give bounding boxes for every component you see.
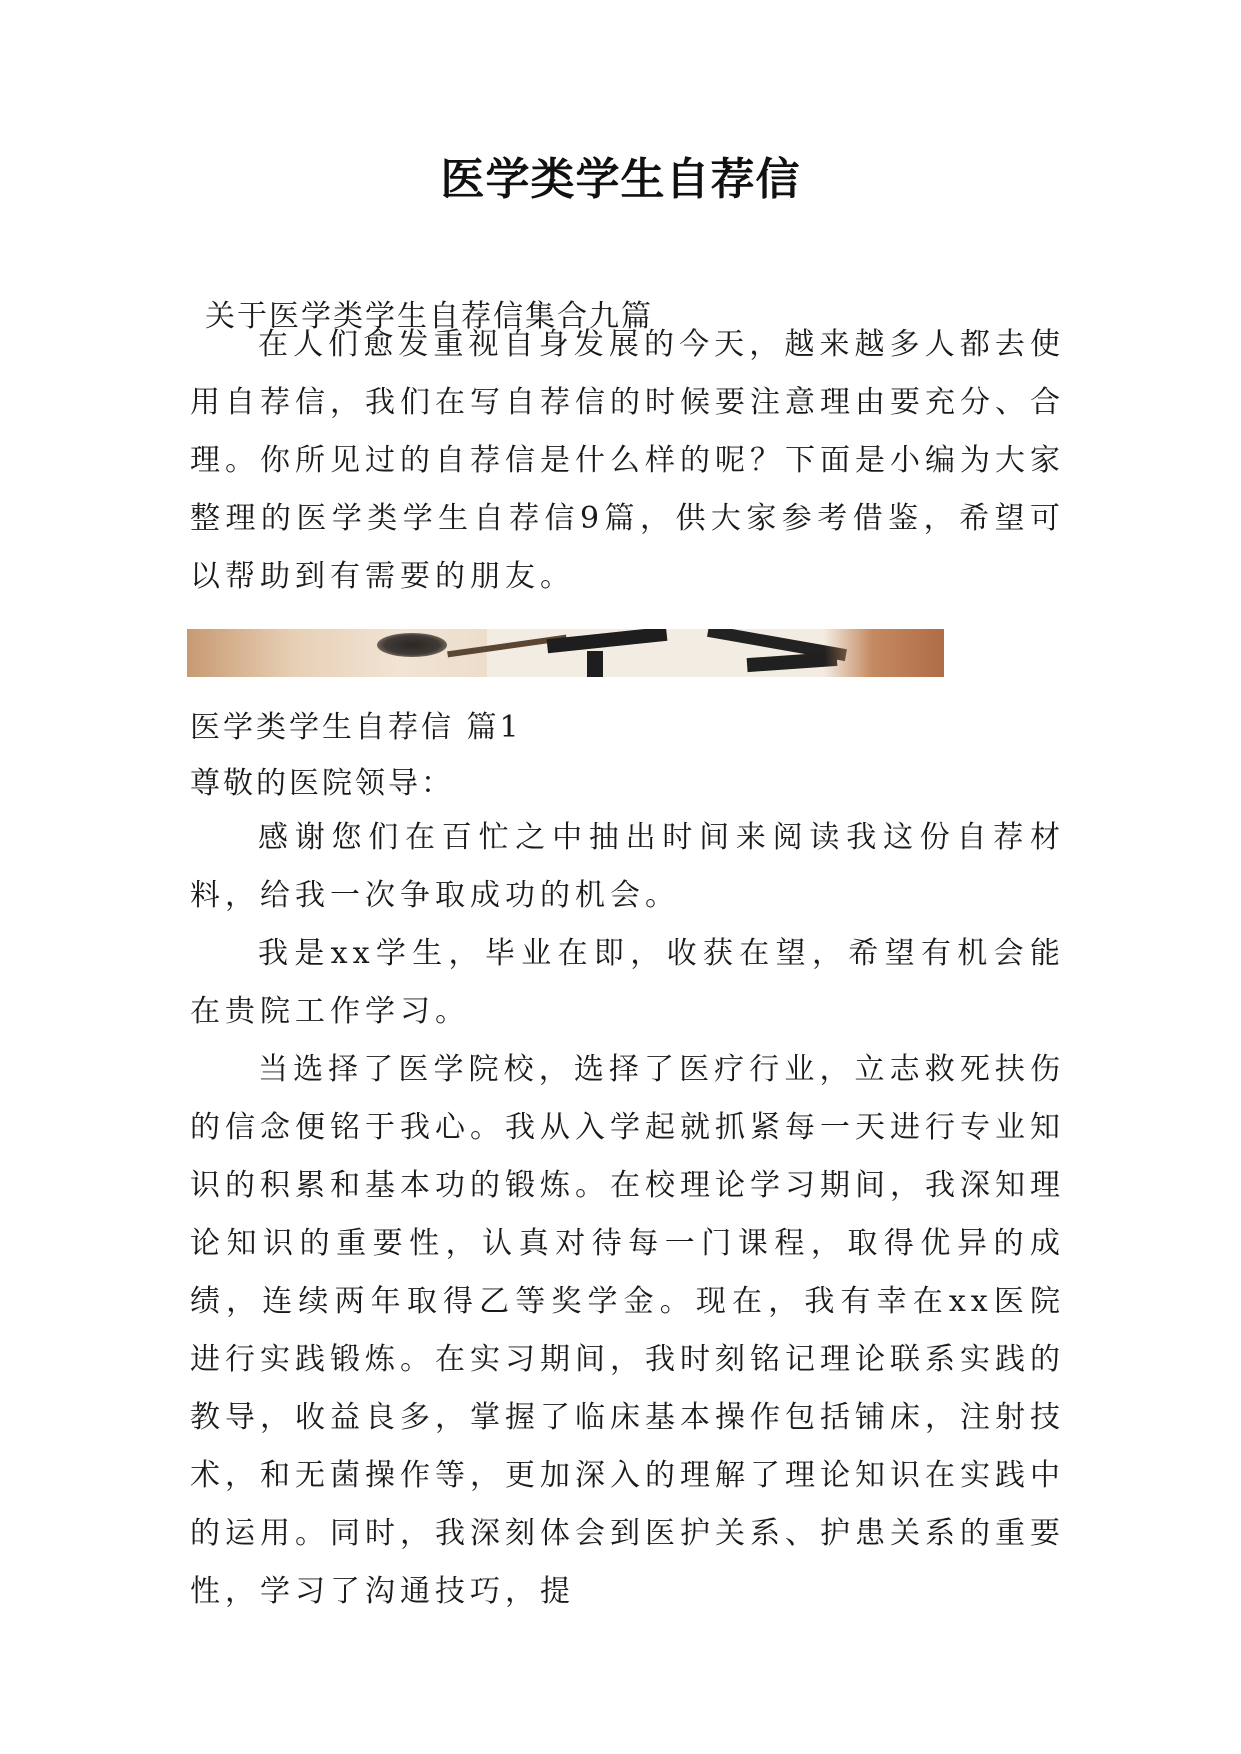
hand-shape	[824, 629, 944, 677]
ink-stroke	[587, 651, 603, 677]
body-paragraph: 我是xx学生，毕业在即，收获在望，希望有机会能在贵院工作学习。	[190, 936, 1065, 1029]
body-paragraph: 当选择了医学院校，选择了医疗行业，立志救死扶伤的信念便铭于我心。我从入学起就抓紧每一天进行专业知识的积累和基本功的锻炼。在校理论学习期间，我深知理论知识的重要性，认真对待每一门课程，取得优异的成绩，连续两年取得乙等奖学金。现在，我有幸在xx医院进行实践锻炼。在实习期间，我时刻铭记理论联系实践的教导，收益良多，掌握了临床基本操作包括铺床，注射技术，和无菌操作等，更加深入的理解了理论知识在实践中的运用。同时，我深刻体会到医护关系、护患关系的重要性，学习了沟通技巧，提	[190, 1052, 1065, 1609]
salutation: 尊敬的医院领导：	[190, 766, 454, 801]
calligraphy-banner-image	[187, 629, 944, 677]
document-title: 医学类学生自荐信	[440, 154, 801, 205]
body-paragraph: 感谢您们在百忙之中抽出时间来阅读我这份自荐材料，给我一次争取成功的机会。	[190, 820, 1065, 913]
document-subtitle: 关于医学类学生自荐信集合九篇	[205, 299, 653, 334]
intro-paragraph: 在人们愈发重视自身发展的今天，越来越多人都去使用自荐信，我们在写自荐信的时候要注意理由要充分、合理。你所见过的自荐信是什么样的呢？下面是小编为大家整理的医学类学生自荐信9篇，供大家参考借鉴，希望可以帮助到有需要的朋友。	[190, 327, 1065, 594]
section-heading: 医学类学生自荐信 篇1	[190, 710, 522, 745]
ink-dish-icon	[377, 633, 447, 657]
